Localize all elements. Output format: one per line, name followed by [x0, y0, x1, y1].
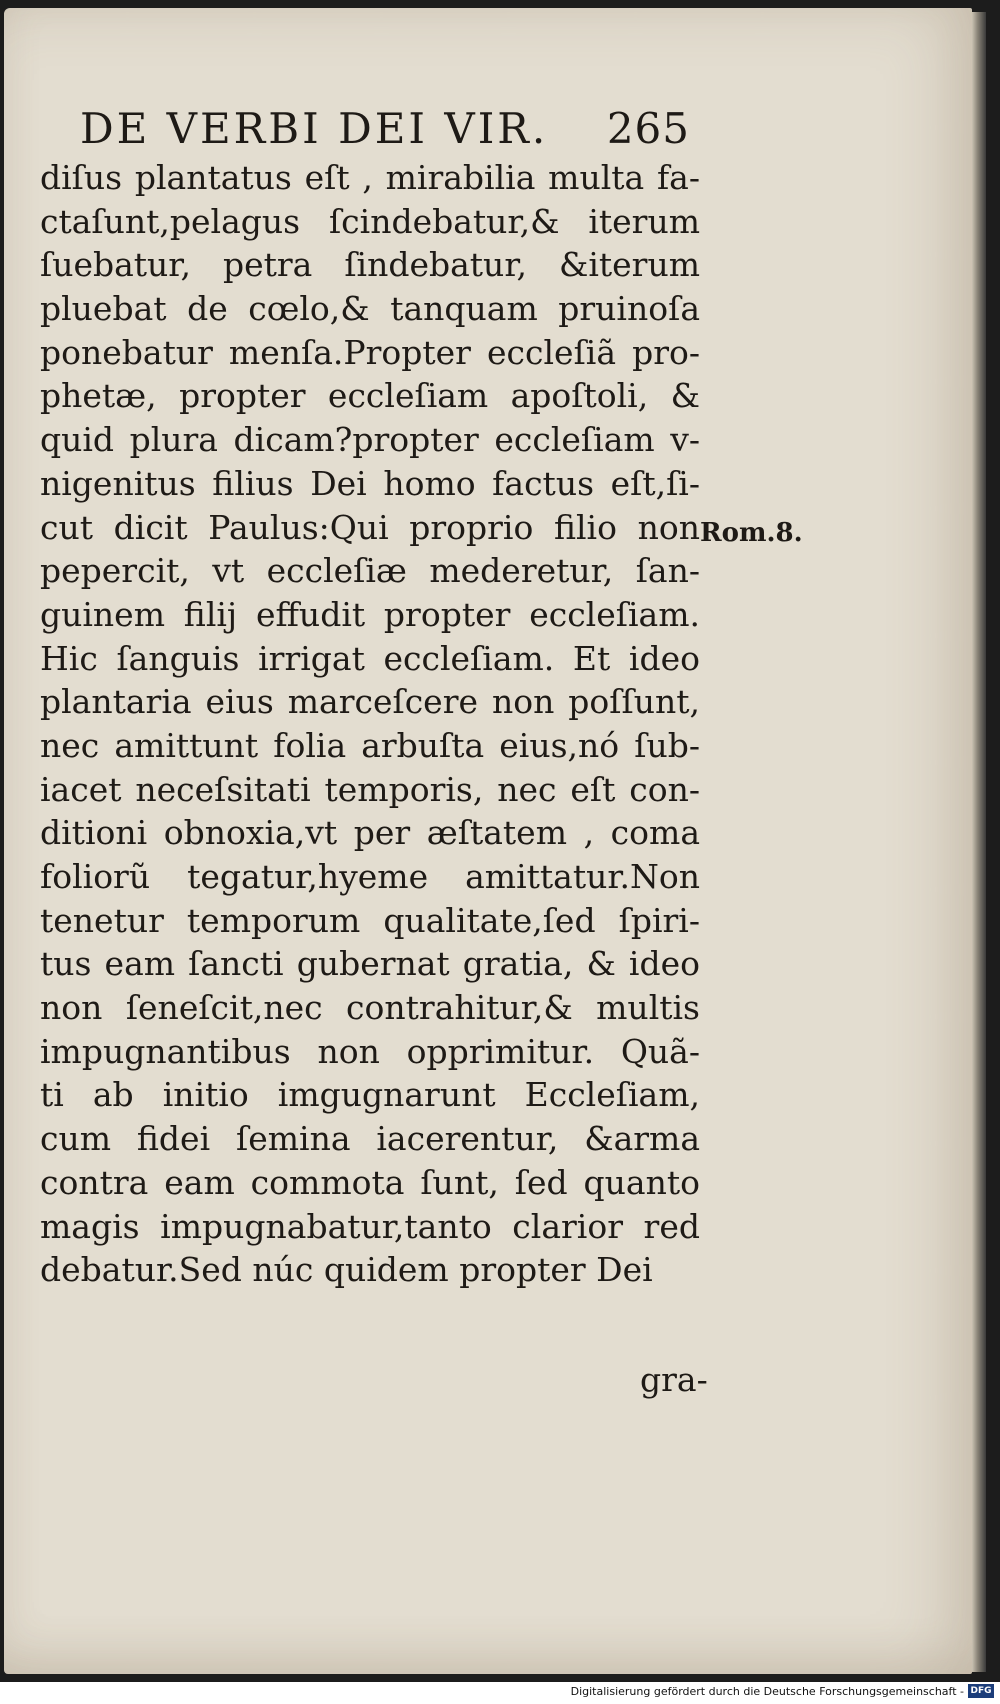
- text-line: tus eam ſancti gubernat gratia, & ideo: [40, 944, 700, 984]
- text-line: debatur.Sed núc quidem propter Dei: [40, 1250, 653, 1290]
- text-line: nigenitus filius Dei homo factus eſt,ſi-: [40, 463, 700, 503]
- running-head: [80, 104, 690, 154]
- digitization-credit: Digitalisierung gefördert durch die Deutsche Forschungsgemeinschaft -: [570, 1685, 964, 1698]
- text-line: ſuebatur, petra ſindebatur, &iterum: [40, 245, 700, 285]
- text-line: iacet neceſsitati temporis, nec eſt con-: [40, 769, 700, 809]
- text-line: quid plura dicam?propter eccleſiam v-: [40, 420, 700, 460]
- text-line: nec amittunt folia arbuſta eius,nó ſub-: [40, 725, 700, 765]
- text-line: Hic ſanguis irrigat eccleſiam. Et ideo: [40, 638, 700, 678]
- text-line: magis impugnabatur,tanto clarior red: [40, 1206, 700, 1246]
- page-number: 265: [606, 104, 690, 153]
- dfg-logo: DFG: [968, 1684, 994, 1698]
- text-line: phetæ, propter eccleſiam apoſtoli, &: [40, 376, 700, 416]
- running-head-title: DE VERBI DEI VIR.: [80, 104, 549, 153]
- text-line: diſus plantatus eſt , mirabilia multa fa-: [40, 158, 700, 197]
- text-line: plantaria eius marceſcere non poſſunt,: [40, 682, 700, 722]
- page-edge: [972, 12, 986, 1672]
- text-line: foliorũ tegatur,hyeme amittatur.Non: [40, 857, 700, 896]
- text-line: guinem filij effudit propter eccleſiam.: [40, 594, 700, 634]
- margin-note: Rom.8.: [700, 518, 803, 548]
- text-line: pluebat de cœlo,& tanquam pruinoſa: [40, 289, 700, 329]
- text-line: cut dicit Paulus:Qui proprio filio non: [40, 507, 700, 547]
- text-line: impugnantibus non opprimitur. Quã-: [40, 1031, 700, 1071]
- text-line: pepercit, vt eccleſiæ mederetur, ſan-: [40, 551, 700, 591]
- text-line: tenetur temporum qualitate,ſed ſpiri-: [40, 900, 700, 940]
- text-line: ti ab initio imgugnarunt Eccleſiam,: [40, 1075, 700, 1115]
- body-text: [40, 156, 700, 1292]
- text-line: ditioni obnoxia,vt per æſtatem , coma: [40, 813, 700, 853]
- text-line: ctaſunt,pelagus ſcindebatur,& iterum: [40, 201, 700, 241]
- text-line: ponebatur menſa.Propter eccleſiã pro-: [40, 332, 700, 372]
- text-line: cum fidei ſemina iacerentur, &arma: [40, 1119, 700, 1159]
- text-line: contra eam commota ſunt, ſed quanto: [40, 1162, 700, 1202]
- text-line: non ſeneſcit,nec contrahitur,& multis: [40, 988, 700, 1028]
- catchword: gra-: [640, 1360, 708, 1399]
